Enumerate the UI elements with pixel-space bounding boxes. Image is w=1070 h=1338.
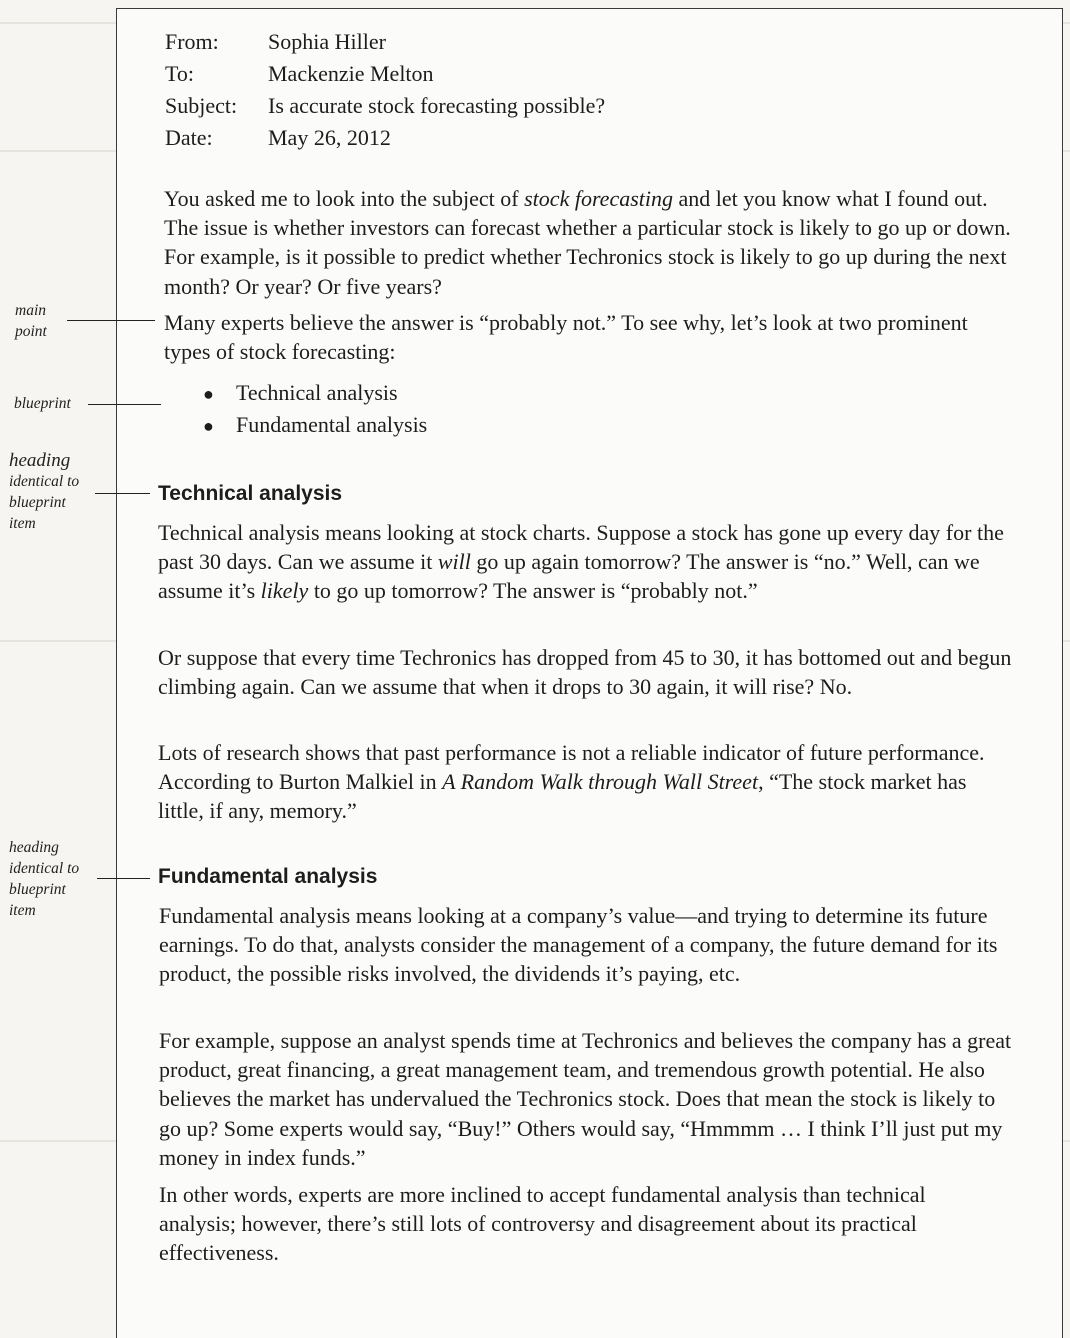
technical-p3-text-b: , “The stock market has little, if any, memory.” [158, 769, 967, 824]
annotation-text: point [15, 323, 47, 340]
annotation-leader-line [95, 493, 150, 494]
bullet-icon: ● [203, 416, 214, 436]
annotation-text: blueprint [14, 395, 71, 412]
blueprint-item [203, 409, 427, 442]
annotation-text: identical to [9, 860, 80, 877]
bullet-icon: ● [203, 384, 214, 404]
annotation-leader-line [67, 320, 155, 321]
blueprint-item [203, 377, 398, 410]
intro-text-after: and let you know what I found out. The issue is whether investors can forecast whether a particular stock is likely to go up or down. For example, is it possible to predict whether Techronics stock is likely to go up during the next month? Or year? Or five years? [164, 186, 1011, 299]
subject-value: Is accurate stock forecasting possible? [268, 93, 606, 118]
annotation-text: main [15, 302, 46, 319]
from-label: From: [165, 29, 219, 54]
annotation-text: identical to [9, 473, 80, 490]
blueprint-item-label: Fundamental analysis [236, 412, 428, 437]
subject-row [165, 90, 605, 122]
blueprint-item-label: Technical analysis [236, 380, 398, 405]
technical-p1-text-c: to go up tomorrow? The answer is “probably not.” [308, 578, 758, 604]
technical-p1-text-a: Technical analysis means looking at stock charts. Suppose a stock has gone up every day for the past 30 days. Can we assume it [158, 520, 1004, 575]
book-title: A Random Walk through Wall Street [442, 769, 759, 795]
technical-p1-text-b: go up again tomorrow? The answer is “no.” Well, can we assume it’s [158, 549, 980, 604]
fundamental-paragraph-1: Fundamental analysis means looking at a company’s value—and trying to determine its future earnings. To do that, analysts consider the management of a company, the future demand for its product, the possible risks involved, the dividends it’s paying, etc. [159, 903, 998, 987]
intro-paragraph [164, 184, 1024, 301]
technical-p3-text-a: Lots of research shows that past performance is not a reliable indicator of future performance. According to Burton Malkiel in [158, 740, 985, 795]
intro-text-before: You asked me to look into the subject of [164, 186, 525, 211]
subject-label: Subject: [165, 93, 238, 118]
annotation-leader-line [88, 404, 161, 405]
technical-p1-emphasis-likely: likely [260, 578, 309, 604]
annotation-text: blueprint [9, 494, 66, 511]
annotation-leader-line [97, 878, 150, 879]
fundamental-paragraph-3: In other words, experts are more inclined to accept fundamental analysis than technical analysis; however, there’s still lots of controversy and disagreement about its practical effectiveness. [159, 1182, 926, 1266]
to-row [165, 58, 605, 90]
main-point-paragraph: Many experts believe the answer is “probably not.” To see why, let’s look at two prominent types of stock forecasting: [164, 310, 968, 365]
technical-paragraph-3 [158, 738, 998, 826]
to-value: Mackenzie Melton [268, 61, 434, 86]
annotation-heading-1 [9, 450, 79, 534]
memo-header [165, 26, 605, 154]
annotation-text: item [9, 515, 36, 532]
technical-paragraph-2: Or suppose that every time Techronics has dropped from 45 to 30, it has bottomed out and begun climbing again. Can we assume that when it drops to 30 again, it will rise? No. [158, 645, 1012, 700]
annotation-text: heading [9, 839, 59, 856]
to-label: To: [165, 61, 195, 86]
annotation-text: item [9, 902, 36, 919]
from-row [165, 26, 605, 58]
annotation-heading-2 [9, 837, 79, 921]
fundamental-paragraph-2: For example, suppose an analyst spends time at Techronics and believes the company has a great product, great financing, a great management team, and tremendous growth potential. He also believes the market has undervalued the Techronics stock. Does that mean the stock is likely to go up? Some experts would say, “Buy!” Others would say, “Hmmmm … I think I’ll just put my money in index funds.” [159, 1028, 1012, 1170]
annotation-text: blueprint [9, 881, 66, 898]
date-label: Date: [165, 125, 213, 150]
date-row [165, 122, 605, 154]
from-value: Sophia Hiller [268, 29, 386, 54]
intro-emphasis: stock forecasting [524, 186, 674, 211]
section-heading-technical: Technical analysis [158, 482, 343, 505]
technical-p1-emphasis-will: will [437, 549, 471, 575]
technical-paragraph-1 [158, 518, 1008, 606]
annotation-blueprint [14, 393, 71, 414]
section-heading-fundamental: Fundamental analysis [158, 865, 378, 888]
annotation-text: heading [9, 450, 71, 471]
annotation-main-point [15, 300, 47, 342]
date-value: May 26, 2012 [268, 125, 391, 150]
